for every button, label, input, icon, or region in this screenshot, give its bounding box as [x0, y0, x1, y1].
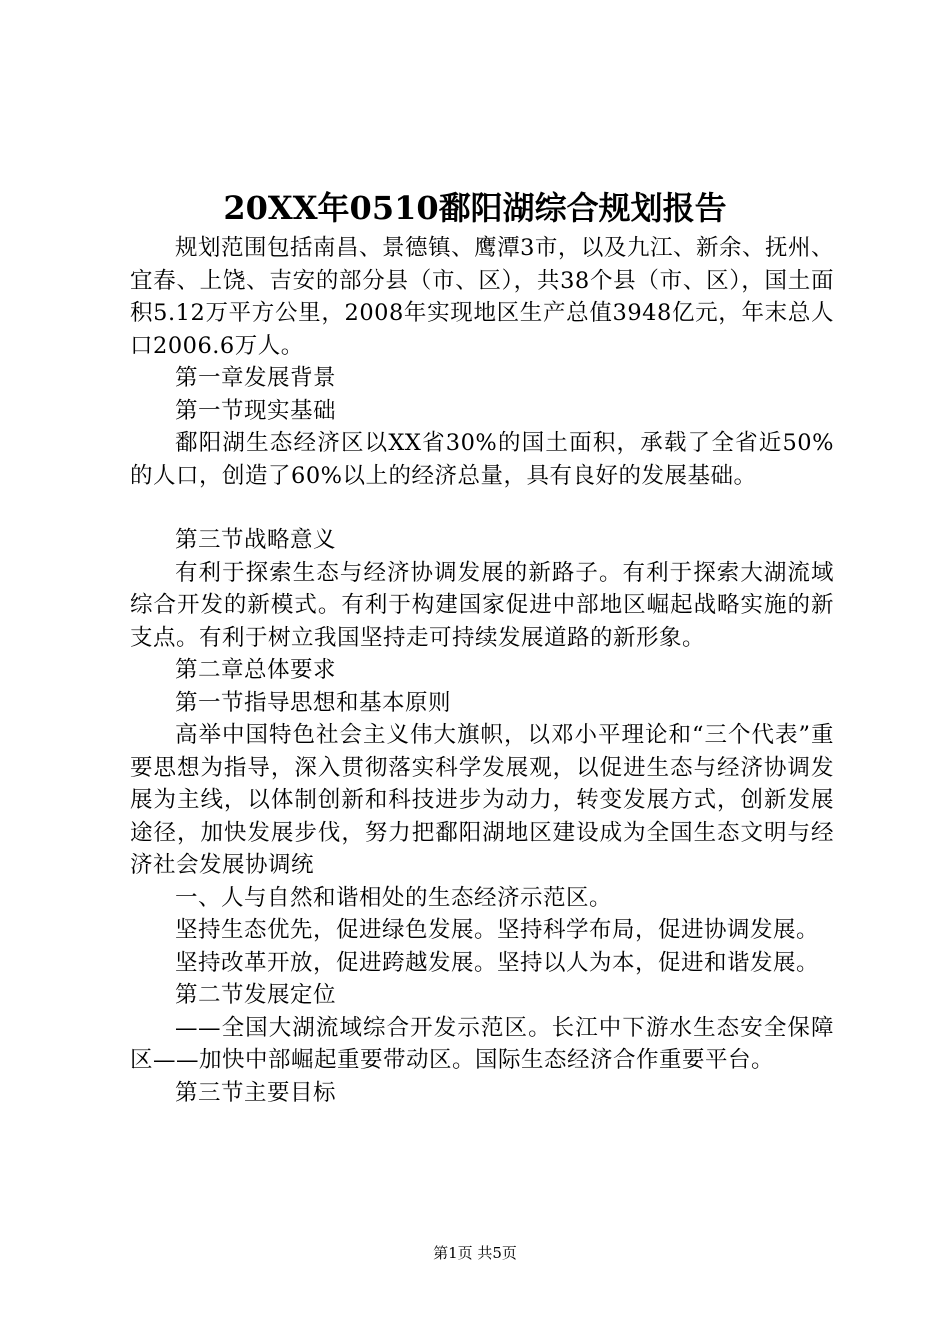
heading-chapter-2: 第二章总体要求 [175, 657, 337, 683]
heading-section-1-1: 第一节现实基础 [175, 397, 337, 424]
paragraph-significance: 有利于探索生态与经济协调发展的新路子。有利于探索大湖流域综合开发的新模式。有利于构建国家促进中部地区崛起战略实施的新支点。有利于树立我国坚持走可持续发展道路的新形象。 [130, 559, 834, 651]
heading-section-2-1: 第一节指导思想和基本原则 [175, 689, 452, 716]
paragraph-guiding-thought: 高举中国特色社会主义伟大旗帜，以邓小平理论和“三个代表”重要思想为指导，深入贯彻落实科学发展观，以促进生态与经济协调发展为主线，以体制创新和科技进步为动力，转变发展方式，创新发展途径，加快发展步伐，努力把鄱阳湖地区建设成为全国生态文明与经济社会发展协调统 [130, 722, 834, 878]
document-body [130, 232, 834, 1109]
page-footer: 第1页 共5页 [433, 1244, 517, 1262]
heading-section-2-2: 第二节发展定位 [175, 982, 337, 1008]
heading-chapter-1: 第一章发展背景 [175, 365, 337, 391]
paragraph-item-1: 一、人与自然和谐相处的生态经济示范区。 [175, 884, 613, 911]
heading-section-1-3: 第三节战略意义 [175, 527, 337, 553]
paragraph-principle-1: 坚持生态优先，促进绿色发展。坚持科学布局，促进协调发展。 [175, 917, 820, 943]
document-title: 20XX年0510鄱阳湖综合规划报告 [223, 189, 727, 227]
heading-section-2-3: 第三节主要目标 [175, 1079, 337, 1106]
paragraph-scope: 规划范围包括南昌、景德镇、鹰潭3市，以及九江、新余、抚州、宜春、上饶、吉安的部分县（市、区），共38个县（市、区），国土面积5.12万平方公里，2008年实现地区生产总值3948亿元，年末总人口2006.6万人。 [130, 235, 834, 359]
paragraph-foundation: 鄱阳湖生态经济区以XX省30%的国土面积，承载了全省近50%的人口，创造了60%以上的经济总量，具有良好的发展基础。 [130, 430, 834, 489]
paragraph-positioning: ——全国大湖流域综合开发示范区。长江中下游水生态安全保障区——加快中部崛起重要带动区。国际生态经济合作重要平台。 [130, 1014, 834, 1073]
paragraph-principle-2: 坚持改革开放，促进跨越发展。坚持以人为本，促进和谐发展。 [175, 949, 820, 976]
